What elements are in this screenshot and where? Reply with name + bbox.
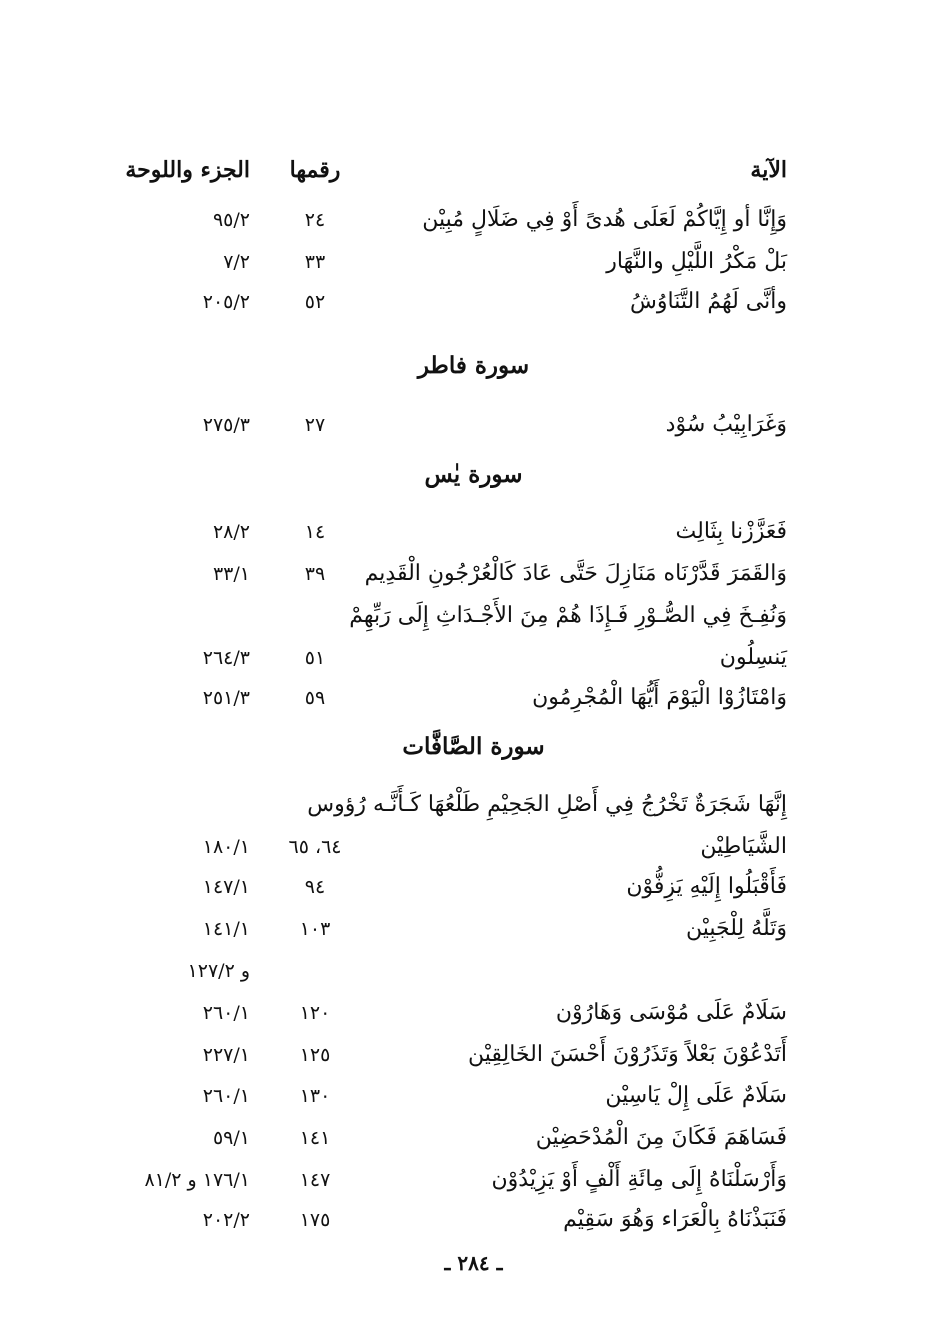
ayah-reference: ٢٨/٢ (212, 521, 250, 543)
ayah-text: أَتَدْعُوْنَ بَعْلاً وَتَذَرُوْنَ أَحْسَنَ الخَالِقِيْن (468, 1042, 787, 1067)
table-row (0, 993, 947, 1033)
ayah-text: بَلْ مَكْرُ اللَّيْلِ والنَّهَار (606, 249, 787, 274)
surah-heading-fatir: سورة فاطر (417, 352, 530, 379)
ayah-number: ٣٣ (304, 251, 326, 273)
page-number: ـ ٢٨٤ ـ (444, 1251, 503, 1275)
ayah-reference: ٢٦٤/٣ (202, 647, 250, 669)
ayah-reference: ٢٠٥/٢ (202, 291, 250, 313)
ayah-reference: ٥٩/١ (212, 1127, 250, 1149)
ayah-number: ٣٩ (304, 563, 326, 585)
table-row (0, 554, 947, 594)
ayah-text: فَنَبَذْنَاهُ بِالْعَرَاء وَهُوَ سَقِيْم (563, 1207, 787, 1232)
ayah-number: ٩٤ (304, 876, 326, 898)
ayah-number: ١٢٥ (299, 1044, 331, 1066)
ayah-text: وَإِنَّا أو إِيَّاكُمْ لَعَلَى هُدىً أَوْ فِي ضَلَالٍ مُبِيْن (422, 207, 787, 232)
header-ayah: الآية (750, 157, 787, 183)
ayah-text: وَغَرَابِيْبُ سُوْد (665, 412, 787, 437)
ayah-number: ١٤٧ (299, 1169, 331, 1191)
table-row (0, 1200, 947, 1240)
ayah-text: وَتَلَّهُ لِلْجَبِيْن (685, 916, 787, 941)
table-row (0, 282, 947, 322)
table-row (0, 909, 947, 949)
ayah-number: ٥٩ (304, 687, 326, 709)
ayah-text: وأنَّى لَهُمُ التَّنَاوُشُ (630, 289, 787, 314)
surah-heading-saffat: سورة الصَّافَّات (402, 733, 545, 760)
table-row (0, 1076, 947, 1116)
ayah-text: سَلَامٌ عَلَى إِلْ يَاسِيْن (605, 1083, 787, 1108)
ayah-number: ٥٢ (304, 291, 326, 313)
table-row (0, 596, 947, 636)
ayah-text: فَسَاهَمَ فَكَانَ مِنَ الْمُدْحَضِيْن (535, 1125, 787, 1150)
ayah-reference: و ١٢٧/٢ (187, 960, 250, 982)
ayah-text: وَأَرْسَلْنَاهُ إِلَى مِائَةِ أَلْفٍ أَوْ يَزِيْدُوْن (491, 1167, 787, 1192)
table-row (0, 678, 947, 718)
ayah-number: ١٤١ (299, 1127, 331, 1149)
ayah-text: فَأَقْبَلُوا إِلَيْهِ يَزِفُّوْن (626, 874, 787, 899)
table-row (0, 405, 947, 445)
table-row (0, 827, 947, 867)
ayah-number: ٦٤، ٦٥ (288, 836, 342, 858)
ayah-number: ٢٤ (304, 209, 326, 231)
ayah-number: ٥١ (304, 647, 326, 669)
ayah-text: الشَّيَاطِيْن (700, 834, 787, 859)
ayah-reference: ٢٦٠/١ (202, 1085, 250, 1107)
ayah-text: فَعَزَّزْنا بِثَالِث (675, 519, 787, 544)
ayah-reference: ٢٧٥/٣ (202, 414, 250, 436)
ayah-reference: ٣٣/١ (212, 563, 250, 585)
ayah-text: وَنُفِـخَ فِي الصُّـوْرِ فَـإِذَا هُمْ مِنَ الأَجْـدَاثِ إِلَى رَبِّهِمْ (349, 603, 787, 628)
table-row (0, 200, 947, 240)
ayah-number: ١٠٣ (299, 918, 331, 940)
ayah-number: ١٤ (304, 521, 326, 543)
ayah-text: يَنسِلُون (719, 645, 787, 670)
table-row (0, 951, 947, 991)
ayah-reference: ١٨٠/١ (202, 836, 250, 858)
ayah-text: وَالقَمَرَ قَدَّرْنَاه مَنَازِلَ حَتَّى عَادَ كَالْعُرْجُونِ الْقَدِيم (364, 561, 787, 586)
ayah-reference: ٢٦٠/١ (202, 1002, 250, 1024)
ayah-number: ١٢٠ (299, 1002, 331, 1024)
table-row (0, 242, 947, 282)
header-reference: الجزء واللوحة (125, 157, 250, 183)
header-number: رقمها (289, 157, 341, 183)
ayah-number: ١٣٠ (299, 1085, 331, 1107)
ayah-reference: ٢٢٧/١ (202, 1044, 250, 1066)
table-row (0, 1160, 947, 1200)
table-row (0, 1118, 947, 1158)
ayah-reference: ٧/٢ (223, 251, 250, 273)
table-row (0, 867, 947, 907)
table-row (0, 512, 947, 552)
table-row (0, 638, 947, 678)
ayah-text: وَامْتَازُوْا الْيَوْمَ أَيُّهَا الْمُجْرِمُون (532, 685, 787, 710)
ayah-reference: ١٤٧/١ (202, 876, 250, 898)
ayah-text: إِنَّهَا شَجَرَةٌ تَخْرُجُ فِي أَصْلِ الجَحِيْمِ طَلْعُهَا كَـأَنَّـه رُؤوس (307, 792, 787, 817)
ayah-reference: ١٧٦/١ و ٨١/٢ (144, 1169, 250, 1191)
table-row (0, 1035, 947, 1075)
ayah-text: سَلَامٌ عَلَى مُوْسَى وَهَارُوْن (555, 1000, 787, 1025)
ayah-number: ١٧٥ (299, 1209, 331, 1231)
ayah-reference: ٢٥١/٣ (202, 687, 250, 709)
ayah-number: ٢٧ (304, 414, 326, 436)
ayah-reference: ١٤١/١ (202, 918, 250, 940)
surah-heading-yasin: سورة يٰس (424, 461, 523, 488)
ayah-reference: ٢٠٢/٢ (202, 1209, 250, 1231)
table-row (0, 785, 947, 825)
ayah-reference: ٩٥/٢ (212, 209, 250, 231)
